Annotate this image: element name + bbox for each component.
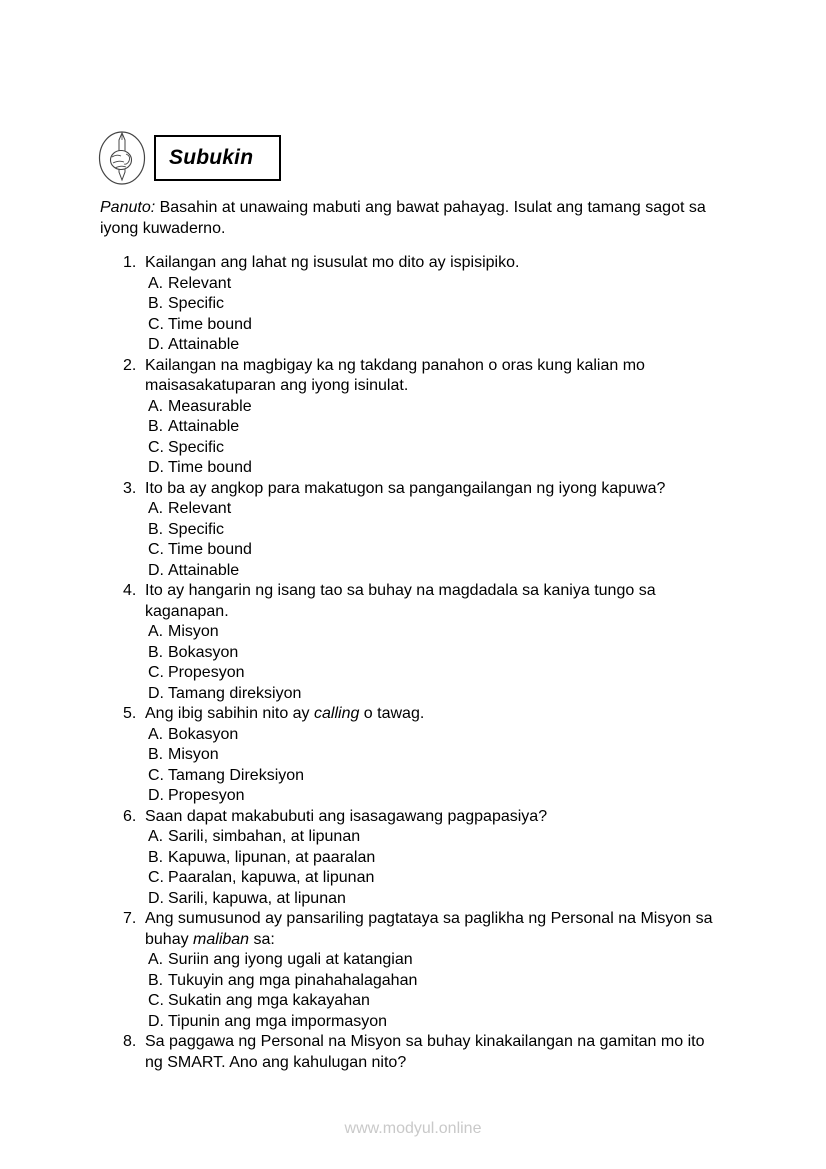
question-text-part: Ito ba ay angkop para makatugon sa pangangailangan ng iyong kapuwa? xyxy=(145,479,666,497)
question-text xyxy=(145,581,723,622)
choice-text: Sarili, kapuwa, at lipunan xyxy=(168,889,346,907)
choice-item xyxy=(148,540,723,561)
choice-text: Relevant xyxy=(168,500,232,517)
question-number: 6. xyxy=(123,807,137,825)
choice-text: Propesyon xyxy=(168,787,245,804)
choice-item xyxy=(148,663,723,684)
choice-text: Bokasyon xyxy=(168,643,239,661)
question-text-part: Ang ibig sabihin nito ay xyxy=(145,705,314,722)
question-text-italic: maliban xyxy=(193,930,250,948)
choice-list xyxy=(145,274,723,356)
choice-letter: C. xyxy=(148,992,164,1009)
choice-text: Specific xyxy=(168,438,225,456)
choice-item xyxy=(148,622,723,643)
choice-item xyxy=(148,520,723,541)
question-item xyxy=(123,909,726,1032)
choice-letter: B. xyxy=(148,418,164,435)
choice-text: Time bound xyxy=(168,459,252,476)
choice-letter: D. xyxy=(148,889,164,907)
choice-letter: B. xyxy=(148,848,164,866)
choice-text: Time bound xyxy=(168,541,252,558)
choice-text: Sukatin ang mga kakayahan xyxy=(168,992,370,1009)
question-body xyxy=(145,807,723,910)
question-number: 3. xyxy=(123,479,137,497)
choice-text: Kapuwa, lipunan, at paaralan xyxy=(168,848,376,866)
choice-text: Suriin ang iyong ugali at katangian xyxy=(168,951,413,968)
choice-letter: D. xyxy=(148,561,164,579)
question-text-part: Ang sumusunod ay pansariling pagtataya sa paglikha ng Personal na Misyon sa buhay xyxy=(145,910,713,948)
question-body xyxy=(145,253,723,356)
question-text xyxy=(145,253,723,274)
choice-letter: C. xyxy=(148,869,164,886)
question-item xyxy=(123,253,726,356)
question-text-part: Kailangan ang lahat ng isusulat mo dito ay ispisipiko. xyxy=(145,254,520,271)
choice-text: Paaralan, kapuwa, at lipunan xyxy=(168,869,375,886)
choice-text: Measurable xyxy=(168,397,252,415)
choice-item xyxy=(148,950,723,971)
question-number: 4. xyxy=(123,582,137,599)
choice-text: Tamang direksiyon xyxy=(168,684,302,702)
choice-item xyxy=(148,745,723,766)
question-body xyxy=(145,581,723,704)
choice-item xyxy=(148,643,723,664)
question-text-part: Sa paggawa ng Personal na Misyon sa buhay kinakailangan na gamitan mo ito ng SMART. Ano ang kahulugan nito? xyxy=(145,1033,705,1071)
question-text-part: Saan dapat makabubuti ang isasagawang pagpapasiya? xyxy=(145,807,548,825)
choice-letter: C. xyxy=(148,766,164,784)
choice-letter: B. xyxy=(148,971,164,989)
question-body xyxy=(145,479,723,582)
choice-list xyxy=(145,725,723,807)
instructions-text-part: Basahin at unawaing mabuti ang bawat pahayag. Isulat ang tamang sagot sa iyong kuwaderno. xyxy=(100,199,706,237)
choice-letter: C. xyxy=(148,438,164,456)
question-item xyxy=(123,479,726,582)
choice-letter: D. xyxy=(148,459,164,476)
choice-item xyxy=(148,417,723,438)
choice-list xyxy=(145,827,723,909)
choice-letter: A. xyxy=(148,500,164,517)
choice-text: Specific xyxy=(168,520,225,538)
question-number: 1. xyxy=(123,254,137,271)
question-list xyxy=(100,253,726,1073)
section-title: Subukin xyxy=(169,146,254,169)
choice-item xyxy=(148,1012,723,1033)
choice-letter: D. xyxy=(148,1012,164,1030)
choice-item xyxy=(148,786,723,807)
choice-item xyxy=(148,766,723,787)
choice-text: Time bound xyxy=(168,315,252,333)
question-text xyxy=(145,807,723,828)
choice-item xyxy=(148,561,723,582)
choice-item xyxy=(148,991,723,1012)
choice-item xyxy=(148,725,723,746)
question-item xyxy=(123,581,726,704)
question-text-part: Ito ay hangarin ng isang tao sa buhay na magdadala sa kaniya tungo sa kaganapan. xyxy=(145,582,656,620)
question-item xyxy=(123,704,726,807)
footer-watermark: www.modyul.online xyxy=(344,1120,482,1137)
question-text xyxy=(145,1032,723,1073)
choice-text: Misyon xyxy=(168,746,219,763)
choice-letter: B. xyxy=(148,295,164,312)
question-text-part: Kailangan na magbigay ka ng takdang panahon o oras kung kalian mo maisasakatuparan ang iyong isinulat. xyxy=(145,356,645,394)
question-number: 8. xyxy=(123,1033,137,1050)
choice-letter: A. xyxy=(148,951,164,968)
choice-item xyxy=(148,499,723,520)
question-number: 2. xyxy=(123,356,137,374)
choice-text: Specific xyxy=(168,295,225,312)
choice-text: Relevant xyxy=(168,274,232,292)
choice-list xyxy=(145,622,723,704)
choice-item xyxy=(148,684,723,705)
choice-item xyxy=(148,458,723,479)
question-item xyxy=(123,1032,726,1073)
choice-text: Tamang Direksiyon xyxy=(168,766,305,784)
question-item xyxy=(123,807,726,910)
choice-letter: C. xyxy=(148,664,164,681)
choice-letter: B. xyxy=(148,643,164,661)
choice-item xyxy=(148,868,723,889)
question-body xyxy=(145,704,723,807)
question-text-italic: calling xyxy=(314,705,360,722)
choice-item xyxy=(148,335,723,356)
question-text xyxy=(145,704,723,725)
question-text xyxy=(145,356,723,397)
question-body xyxy=(145,356,723,479)
choice-letter: D. xyxy=(148,787,164,804)
choice-letter: D. xyxy=(148,336,164,353)
choice-item xyxy=(148,889,723,910)
choice-item xyxy=(148,438,723,459)
question-number: 7. xyxy=(123,910,137,927)
instructions xyxy=(100,198,726,239)
question-body xyxy=(145,909,723,1032)
hand-holding-pencil-icon xyxy=(98,130,146,186)
question-item xyxy=(123,356,726,479)
choice-text: Propesyon xyxy=(168,664,245,681)
choice-item xyxy=(148,274,723,295)
choice-item xyxy=(148,971,723,992)
choice-item xyxy=(148,294,723,315)
choice-text: Attainable xyxy=(168,336,240,353)
choice-list xyxy=(145,397,723,479)
choice-letter: A. xyxy=(148,828,164,845)
choice-text: Sarili, simbahan, at lipunan xyxy=(168,828,361,845)
choice-item xyxy=(148,315,723,336)
choice-letter: A. xyxy=(148,274,164,292)
choice-letter: A. xyxy=(148,725,164,743)
choice-letter: C. xyxy=(148,315,164,333)
question-text xyxy=(145,479,723,500)
choice-text: Bokasyon xyxy=(168,725,239,743)
title-box xyxy=(154,135,281,181)
choice-text: Attainable xyxy=(168,418,240,435)
header xyxy=(98,130,726,186)
choice-letter: A. xyxy=(148,623,164,640)
choice-text: Tipunin ang mga impormasyon xyxy=(168,1012,388,1030)
choice-item xyxy=(148,827,723,848)
choice-letter: D. xyxy=(148,684,164,702)
choice-text: Tukuyin ang mga pinahahalagahan xyxy=(168,971,418,989)
choice-item xyxy=(148,848,723,869)
question-text-part: o tawag. xyxy=(359,705,425,722)
choice-text: Misyon xyxy=(168,623,219,640)
choice-letter: C. xyxy=(148,541,164,558)
question-number: 5. xyxy=(123,705,137,722)
choice-letter: B. xyxy=(148,746,164,763)
question-text xyxy=(145,909,723,950)
question-body xyxy=(145,1032,723,1073)
choice-text: Attainable xyxy=(168,561,240,579)
choice-letter: A. xyxy=(148,397,164,415)
choice-item xyxy=(148,397,723,418)
question-text-part: sa: xyxy=(249,930,275,948)
choice-list xyxy=(145,950,723,1032)
choice-list xyxy=(145,499,723,581)
choice-letter: B. xyxy=(148,520,164,538)
instructions-text-italic: Panuto: xyxy=(100,199,156,216)
